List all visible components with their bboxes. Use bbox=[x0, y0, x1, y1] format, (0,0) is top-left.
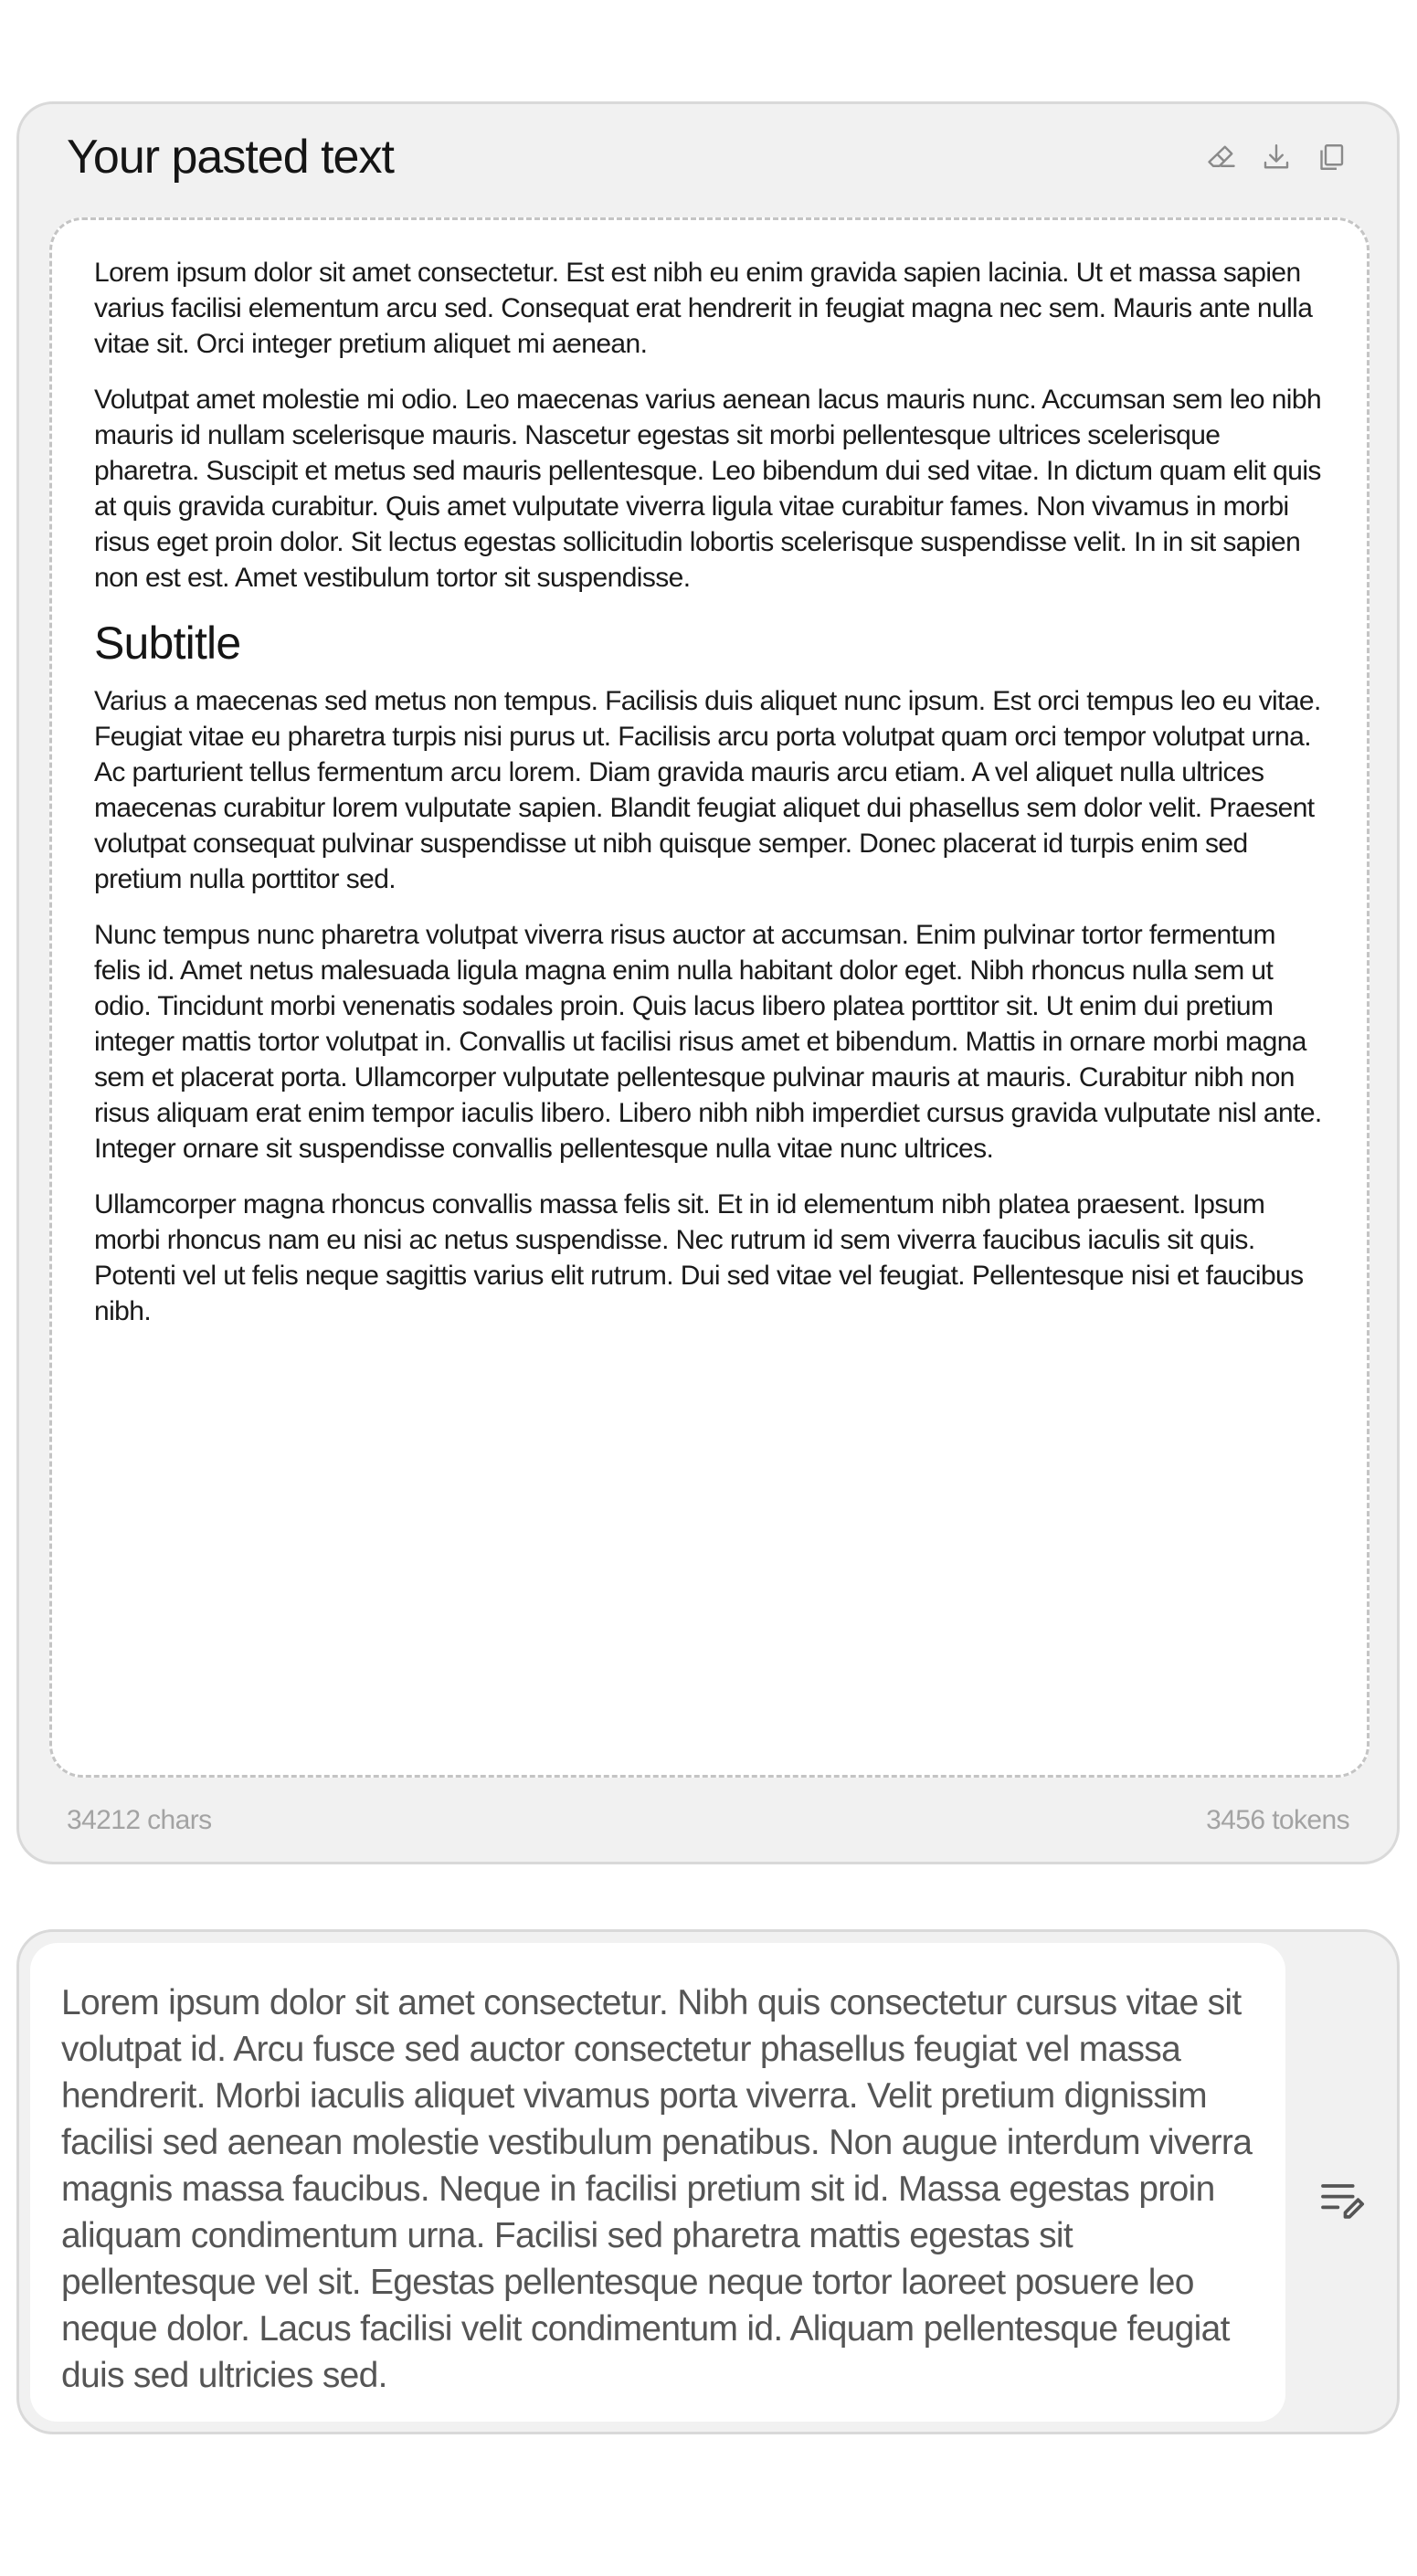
copy-icon bbox=[1315, 141, 1348, 174]
paragraph: Varius a maecenas sed metus non tempus. Facilisis duis aliquet nunc ipsum. Est orci tempus leo eu vitae. Feugiat vitae eu pharetra turpis nisi purus ut. Facilisis arcu porta volutpat quam orci tempor volutpat urna. Ac parturient tellus fermentum arcu lorem. Diam gravida mauris arcu etiam. A vel aliquet nulla ultrices maecenas curabitur lorem vulputate sapien. Blandit feugiat aliquet dui phasellus sem dolor velit. Praesent volutpat consequat pulvinar suspendisse ut nibh quisque semper. Donec placerat id turpis enim sed pretium nulla porttitor sed. bbox=[94, 686, 1321, 894]
paragraph: Lorem ipsum dolor sit amet consectetur. Est est nibh eu enim gravida sapien lacinia. Ut et massa sapien varius facilisi elementum arcu sed. Consequat erat hendrerit in feugiat magna nec sem. Mauris ante nulla vitae sit. Orci integer pretium aliquet mi aenean. bbox=[94, 258, 1313, 359]
edit-prompt-button[interactable] bbox=[1313, 2170, 1371, 2228]
token-count: 3456 tokens bbox=[1206, 1805, 1349, 1835]
paragraph: Nunc tempus nunc pharetra volutpat viverra risus auctor at accumsan. Enim pulvinar tortor fermentum felis id. Amet netus malesuada ligula magna enim nulla habitant dolor eget. Nibh rhoncus nulla sem ut odio. Tincidunt morbi venenatis sodales proin. Quis lacus libero platea porttitor sit. Ut enim dui pretium integer mattis tortor volutpat in. Convallis ut facilisi risus amet et bibendum. Mattis in ornare morbi magna sem et placerat porta. Ullamcorper vulputate pellentesque pulvinar mauris at mauris. Curabitur nibh non risus aliquam erat enim tempor iaculis libero. Libero nibh nibh imperdiet cursus gravida vulputate nisl ante. Integer ornare sit suspendisse convallis pellentesque nulla vitae nunc ultrices. bbox=[94, 920, 1322, 1164]
download-icon bbox=[1260, 141, 1293, 174]
prompt-text: Lorem ipsum dolor sit amet consectetur. Nibh quis consectetur cursus vitae sit volutpat id. Arcu fusce sed auctor consectetur phasellus feugiat vel massa hendrerit. Morbi iaculis aliquet vivamus porta viverra. Velit pretium dignissim facilisi sed aenean molestie vestibulum penatibus. Non augue interdum viverra magnis massa faucibus. Neque in facilisi pretium sit id. Massa egestas proin aliquam condimentum urna. Facilisi sed pharetra mattis egestas sit pellentesque vel sit. Egestas pellentesque neque tortor laoreet posuere leo neque dolor. Lacus facilisi velit condimentum id. Aliquam pellentesque feugiat duis sed ultricies sed. bbox=[61, 1983, 1253, 2395]
pasted-text-card bbox=[16, 101, 1400, 1864]
prompt-input[interactable] bbox=[30, 1943, 1285, 2422]
pasted-text-area[interactable] bbox=[49, 217, 1369, 1778]
char-count: 34212 chars bbox=[67, 1805, 212, 1835]
copy-button[interactable] bbox=[1313, 139, 1349, 175]
pasted-text-footer bbox=[67, 1805, 1349, 1836]
paragraph: Ullamcorper magna rhoncus convallis massa felis sit. Et in id elementum nibh platea praesent. Ipsum morbi rhoncus nam eu nisi ac netus suspendisse. Nec rutrum id sem viverra faucibus iaculis sit quis. Potenti vel ut felis neque sagittis varius elit rutrum. Dui sed vitae vel feugiat. Pellentesque nisi et faucibus nibh. bbox=[94, 1189, 1304, 1326]
download-button[interactable] bbox=[1258, 139, 1295, 175]
eraser-icon bbox=[1205, 141, 1238, 174]
clear-button[interactable] bbox=[1203, 139, 1240, 175]
prompt-card bbox=[16, 1929, 1400, 2434]
pasted-text-toolbar bbox=[1203, 139, 1349, 175]
edit-list-icon bbox=[1317, 2173, 1368, 2224]
section-subtitle: Subtitle bbox=[94, 618, 241, 669]
pasted-text-title: Your pasted text bbox=[67, 131, 394, 184]
paragraph: Volutpat amet molestie mi odio. Leo maecenas varius aenean lacus mauris nunc. Accumsan sem leo nibh mauris id nullam scelerisque mauris. Nascetur egestas sit morbi pellentesque ultrices scelerisque pharetra. Suscipit et metus sed mauris pellentesque. Leo bibendum dui sed vitae. In dictum quam elit quis at quis gravida curabitur. Quis amet vulputate viverra ligula vitae curabitur fames. Non vivamus in morbi risus eget proin dolor. Sit lectus egestas sollicitudin lobortis scelerisque suspendisse velit. In in sit sapien non est est. Amet vestibulum tortor sit suspendisse. bbox=[94, 385, 1322, 593]
